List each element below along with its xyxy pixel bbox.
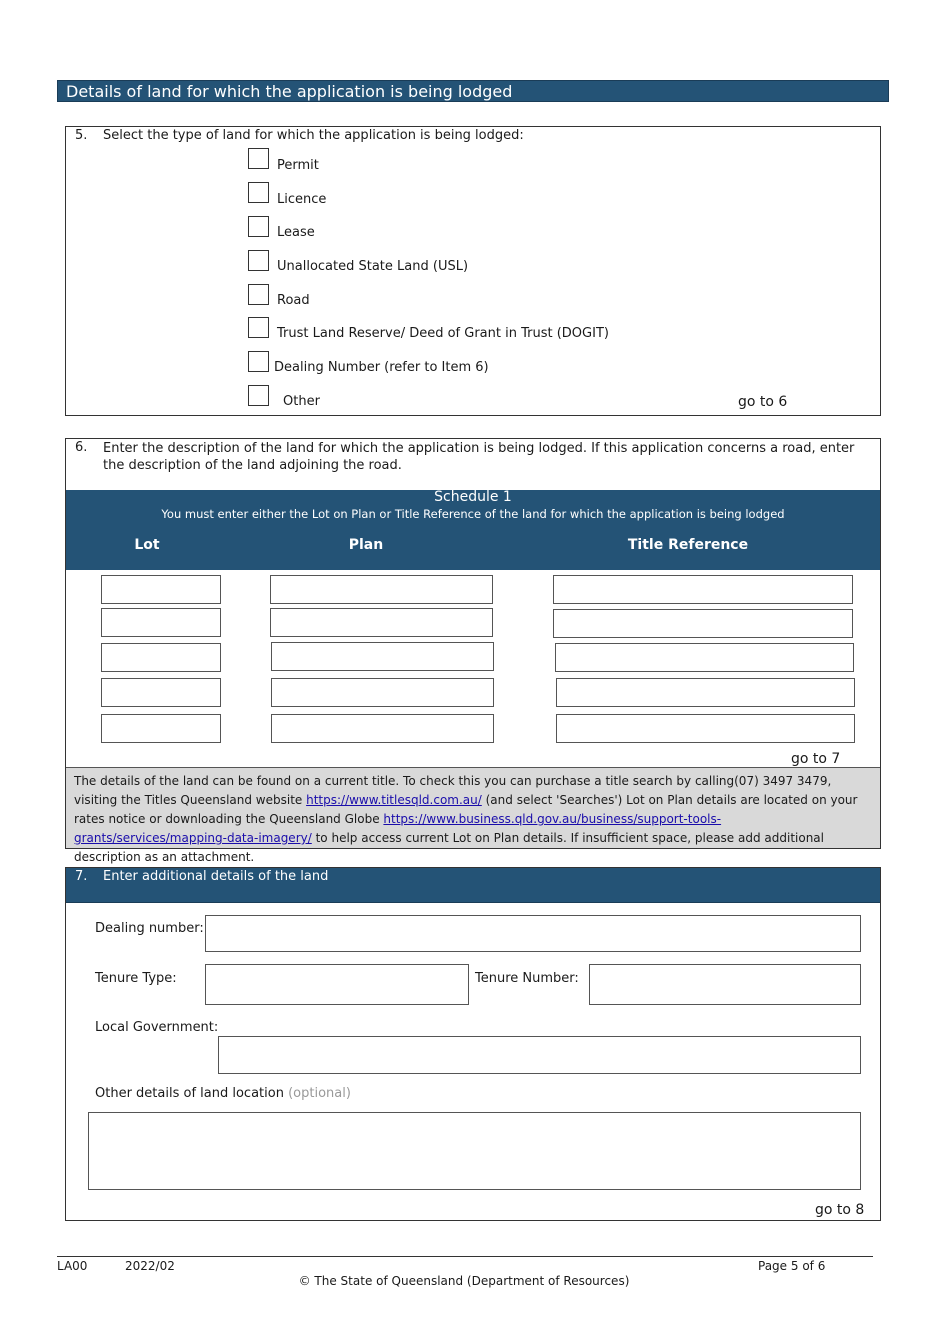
option-label-licence: Licence	[277, 192, 327, 207]
option-label-lease: Lease	[277, 225, 315, 240]
other-details-label-text: Other details of land location	[95, 1086, 284, 1101]
plan-input-2[interactable]	[270, 608, 493, 637]
local-government-input[interactable]	[218, 1036, 861, 1074]
other-details-textarea[interactable]	[88, 1112, 861, 1190]
schedule-header	[66, 490, 880, 570]
local-government-label: Local Government:	[95, 1020, 219, 1035]
question-7-header	[66, 868, 880, 903]
option-label-dealing-number: Dealing Number (refer to Item 6)	[274, 360, 489, 375]
other-details-label	[95, 1086, 351, 1101]
column-header-plan: Plan	[348, 537, 384, 553]
note-text-2: (and select 'Searches') Lot on Plan details are located on your rates notice or downloading the Queensland Globe	[74, 793, 858, 826]
option-label-permit: Permit	[277, 158, 319, 173]
optional-hint: (optional)	[288, 1086, 351, 1101]
schedule-subtitle: You must enter either the Lot on Plan or Title Reference of the land for which the application is being lodged	[161, 507, 785, 521]
lot-input-4[interactable]	[101, 678, 221, 707]
titlesqld-link[interactable]: https://www.titlesqld.com.au/	[306, 793, 482, 807]
tenure-type-input[interactable]	[205, 964, 469, 1005]
checkbox-dealing-number[interactable]	[248, 351, 269, 372]
note-text-3: to help access current Lot on Plan details. If insufficient space, please add additional description as an attachment.	[74, 831, 824, 864]
land-details-note	[66, 767, 880, 864]
question-5-goto: go to 6	[738, 394, 788, 410]
schedule-title: Schedule 1	[434, 489, 512, 505]
qld-globe-link[interactable]: https://www.business.qld.gov.au/business/support-tools-grants/services/mapping-data-imagery/	[74, 812, 722, 845]
question-7-title: Enter additional details of the land	[103, 869, 329, 884]
dealing-number-input[interactable]	[205, 915, 861, 952]
lot-input-1[interactable]	[101, 575, 221, 604]
checkbox-road[interactable]	[248, 284, 269, 305]
column-header-lot: Lot	[134, 537, 160, 553]
option-label-other: Other	[283, 394, 320, 409]
tenure-number-label: Tenure Number:	[475, 971, 579, 986]
checkbox-other[interactable]	[248, 385, 269, 406]
plan-input-1[interactable]	[270, 575, 493, 604]
checkbox-permit[interactable]	[248, 148, 269, 169]
question-6-goto: go to 7	[791, 751, 841, 767]
dealing-number-label: Dealing number:	[95, 921, 204, 936]
lot-input-3[interactable]	[101, 643, 221, 672]
footer-page-number: Page 5 of 6	[758, 1259, 826, 1273]
plan-input-3[interactable]	[271, 642, 494, 671]
plan-input-4[interactable]	[271, 678, 494, 707]
tenure-number-input[interactable]	[589, 964, 861, 1005]
title-reference-input-2[interactable]	[553, 609, 853, 638]
plan-input-5[interactable]	[271, 714, 494, 743]
option-label-usl: Unallocated State Land (USL)	[277, 259, 469, 274]
checkbox-usl[interactable]	[248, 250, 269, 271]
lot-input-2[interactable]	[101, 608, 221, 637]
title-reference-input-3[interactable]	[555, 643, 854, 672]
footer-form-code: LA00	[57, 1259, 88, 1273]
question-7-goto: go to 8	[815, 1202, 865, 1218]
checkbox-lease[interactable]	[248, 216, 269, 237]
title-reference-input-1[interactable]	[553, 575, 853, 604]
title-reference-input-4[interactable]	[556, 678, 855, 707]
checkbox-dogit[interactable]	[248, 317, 269, 338]
checkbox-licence[interactable]	[248, 182, 269, 203]
footer-version: 2022/02	[125, 1259, 175, 1273]
question-6-text: Enter the description of the land for which the application is being lodged. If this application concerns a road, enter the description of the land adjoining the road.	[103, 441, 855, 473]
option-label-dogit: Trust Land Reserve/ Deed of Grant in Trust (DOGIT)	[277, 326, 609, 341]
note-text-1: The details of the land can be found on a current title. To check this you can purchase a title search by calling(07) 3497 3479, visiting the Titles Queensland website	[74, 774, 832, 807]
tenure-type-label: Tenure Type:	[95, 971, 177, 986]
question-7-number: 7.	[75, 869, 88, 884]
lot-input-5[interactable]	[101, 714, 221, 743]
footer-rule	[57, 1256, 873, 1257]
title-reference-input-5[interactable]	[556, 714, 855, 743]
question-5-text: Select the type of land for which the application is being lodged:	[103, 128, 524, 143]
section-title: Details of land for which the application is being lodged	[57, 80, 889, 102]
option-label-road: Road	[277, 293, 310, 308]
question-6-number: 6.	[75, 440, 88, 455]
footer-copyright: © The State of Queensland (Department of Resources)	[298, 1274, 630, 1288]
column-header-title-reference: Title Reference	[627, 537, 749, 553]
question-5-number: 5.	[75, 128, 88, 143]
